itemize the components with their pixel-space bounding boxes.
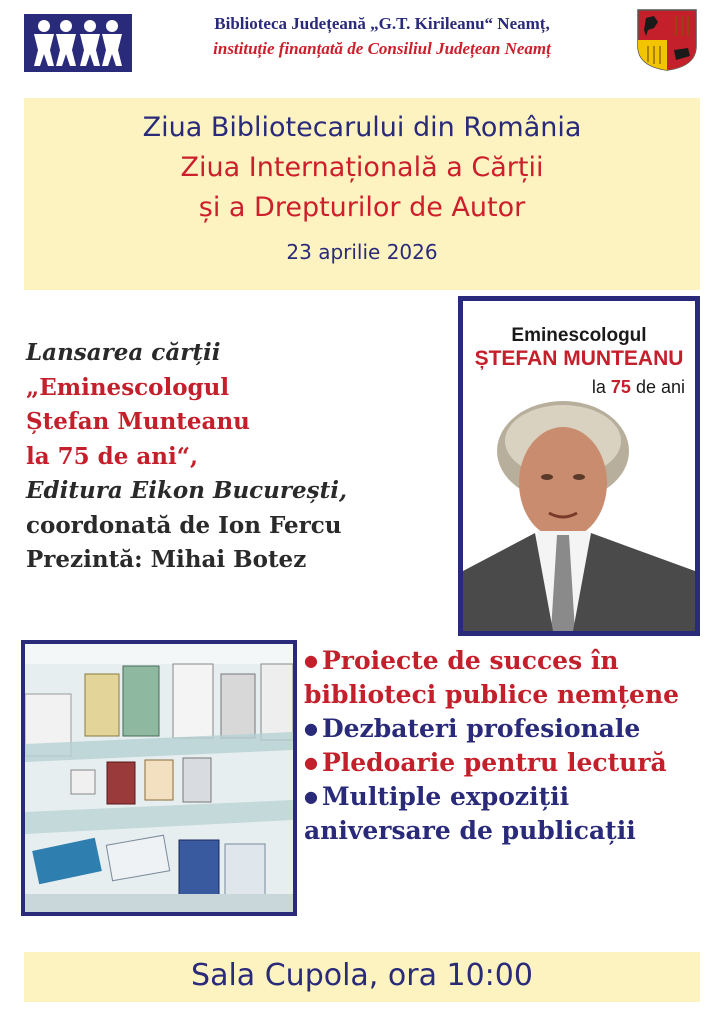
coordinator: coordonată de Ion Fercu (26, 511, 342, 539)
institution-name: Biblioteca Județeană „G.T. Kirileanu“ Neamț, (214, 14, 550, 33)
title-line-3: și a Drepturilor de Autor (198, 192, 526, 223)
institution-subtitle: instituție finanțată de Consiliul Județean Neamț (213, 39, 551, 58)
book-cover-frame (458, 296, 700, 636)
book-cover-name: ȘTEFAN MUNTEANU (474, 347, 684, 370)
event-date: 23 aprilie 2026 (286, 240, 438, 264)
exhibit-photo-frame (21, 640, 297, 916)
bullet-dot-icon: ● (304, 787, 318, 806)
bullet-item: ● Pledoarie pentru lectură (304, 748, 667, 777)
author-portrait (463, 401, 695, 631)
book-launch-text (26, 336, 426, 578)
presenter: Prezintă: Mihai Botez (26, 546, 307, 573)
book-title-line-2: Ștefan Munteanu (26, 408, 250, 435)
title-line-2: Ziua Internațională a Cărții (180, 152, 544, 183)
venue-time: Sala Cupola, ora 10:00 (191, 958, 533, 993)
title-banner (24, 98, 700, 290)
book-title-line-3: la 75 de ani“, (26, 442, 198, 470)
launch-intro: Lansarea cărții (26, 339, 221, 366)
bullet-dot-icon: ● (304, 719, 318, 738)
program-bullets (304, 644, 714, 848)
book-cover-title: Eminescologul (511, 325, 647, 346)
book-title-line-1: „Eminescologul (26, 373, 230, 401)
library-logo (24, 14, 132, 72)
title-line-1: Ziua Bibliotecarului din România (142, 112, 582, 143)
venue-banner (24, 952, 700, 1002)
bullet-dot-icon: ● (304, 753, 318, 772)
book-cover (463, 301, 695, 631)
bullet-item: ● Proiecte de succes în biblioteci publice nemțene (304, 646, 680, 709)
bullet-dot-icon: ● (304, 651, 318, 670)
book-cover-subtitle: la 75 de ani (591, 377, 685, 397)
exhibit-photo (25, 644, 293, 912)
publisher: Editura Eikon București, (26, 477, 347, 504)
bullet-item: ● Dezbateri profesionale (304, 714, 641, 743)
county-crest-icon (636, 8, 698, 72)
bullet-item: ● Multiple expoziții aniversare de publicații (304, 782, 636, 845)
